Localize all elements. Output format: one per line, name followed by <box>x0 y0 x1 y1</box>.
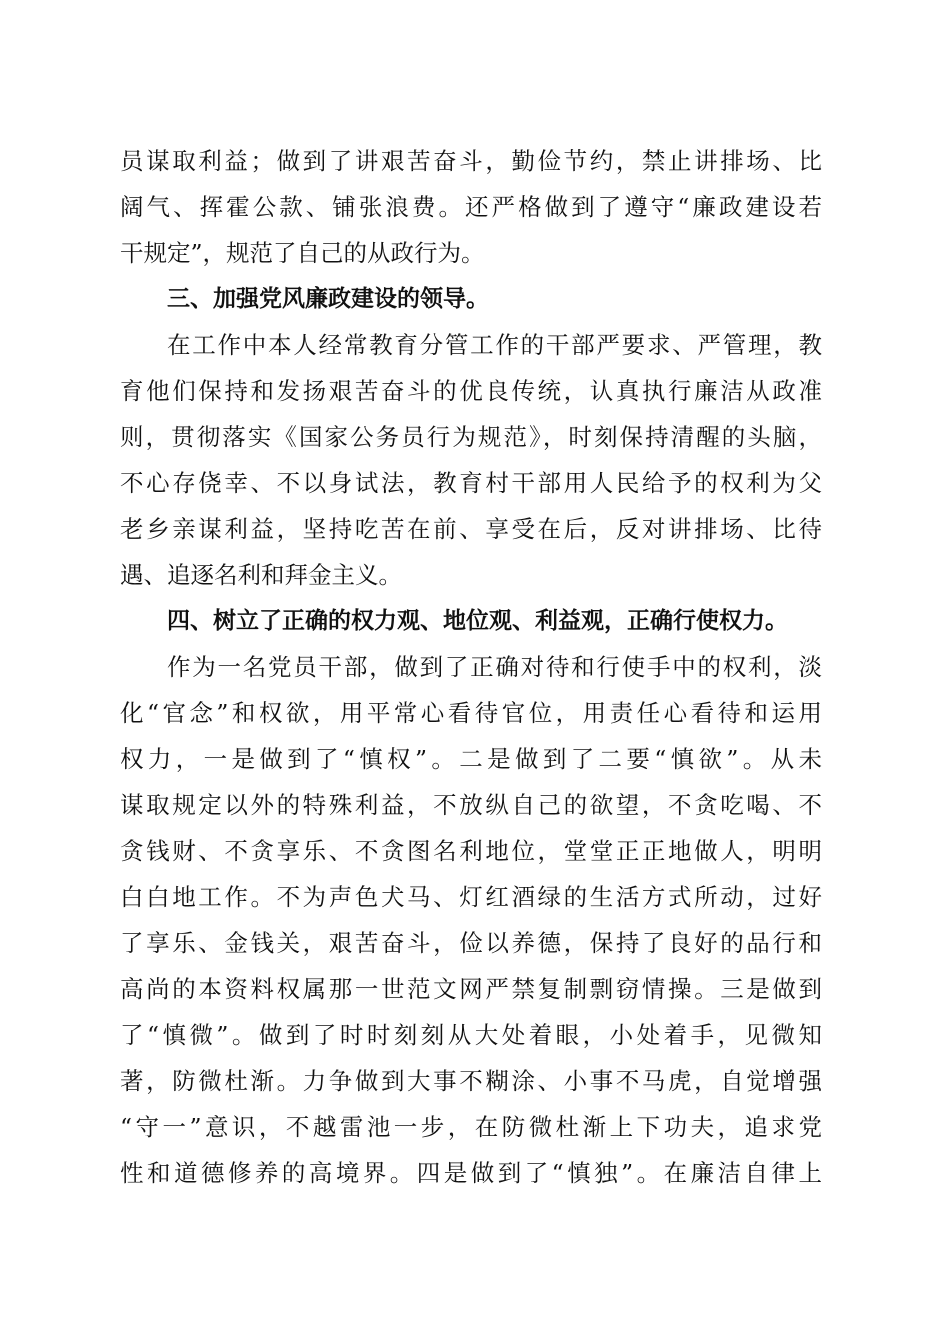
text-line: 白白地工作。不为声色犬马、灯红酒绿的生活方式所动，过好 <box>120 883 822 911</box>
text-line: 育他们保持和发扬艰苦奋斗的优良传统，认真执行廉洁从政准 <box>120 377 822 405</box>
paragraph-continuation <box>120 138 822 276</box>
text-line: 著，防微杜渐。力争做到大事不糊涂、小事不马虎，自觉增强 <box>120 1067 822 1095</box>
text-line: 了“慎微”。做到了时时刻刻从大处着眼，小处着手，见微知 <box>120 1021 822 1049</box>
paragraph-power-view <box>120 644 822 1196</box>
text-line: 老乡亲谋利益，坚持吃苦在前、享受在后，反对讲排场、比待 <box>120 515 822 543</box>
text-line: 员谋取利益；做到了讲艰苦奋斗，勤俭节约，禁止讲排场、比 <box>120 147 822 175</box>
text-line: 则，贯彻落实《国家公务员行为规范》，时刻保持清醒的头脑， <box>120 423 822 451</box>
text-line: 贪钱财、不贪享乐、不贪图名利地位，堂堂正正地做人，明明 <box>120 837 822 865</box>
text-line: 遇、追逐名利和拜金主义。 <box>120 561 402 589</box>
section-heading-4: 四、树立了正确的权力观、地位观、利益观，正确行使权力。 <box>167 608 788 634</box>
text-line: 了享乐、金钱关，艰苦奋斗，俭以养德，保持了良好的品行和 <box>120 929 822 957</box>
text-line: 高尚的本资料权属那一世范文网严禁复制剽窃情操。三是做到 <box>120 975 822 1003</box>
text-line: 干规定”，规范了自己的从政行为。 <box>120 239 485 267</box>
text-line: 不心存侥幸、不以身试法，教育村干部用人民给予的权利为父 <box>120 469 822 497</box>
text-line: 谋取规定以外的特殊利益，不放纵自己的欲望，不贪吃喝、不 <box>120 791 822 819</box>
text-line: “守一”意识，不越雷池一步，在防微杜渐上下功夫，追求党 <box>120 1113 822 1141</box>
paragraph-leadership <box>120 322 822 598</box>
text-line: 在工作中本人经常教育分管工作的干部严要求、严管理，教 <box>167 331 822 359</box>
document-body <box>120 138 822 1196</box>
text-line: 阔气、挥霍公款、铺张浪费。还严格做到了遵守“廉政建设若 <box>120 193 822 221</box>
text-line: 化“官念”和权欲，用平常心看待官位，用责任心看待和运用 <box>120 699 822 727</box>
text-line: 作为一名党员干部，做到了正确对待和行使手中的权利，淡 <box>167 653 822 681</box>
text-line: 权力，一是做到了“慎权”。二是做到了二要“慎欲”。从未 <box>120 745 822 773</box>
section-heading-3: 三、加强党风廉政建设的领导。 <box>167 286 489 312</box>
text-line: 性和道德修养的高境界。四是做到了“慎独”。在廉洁自律上 <box>120 1159 822 1187</box>
